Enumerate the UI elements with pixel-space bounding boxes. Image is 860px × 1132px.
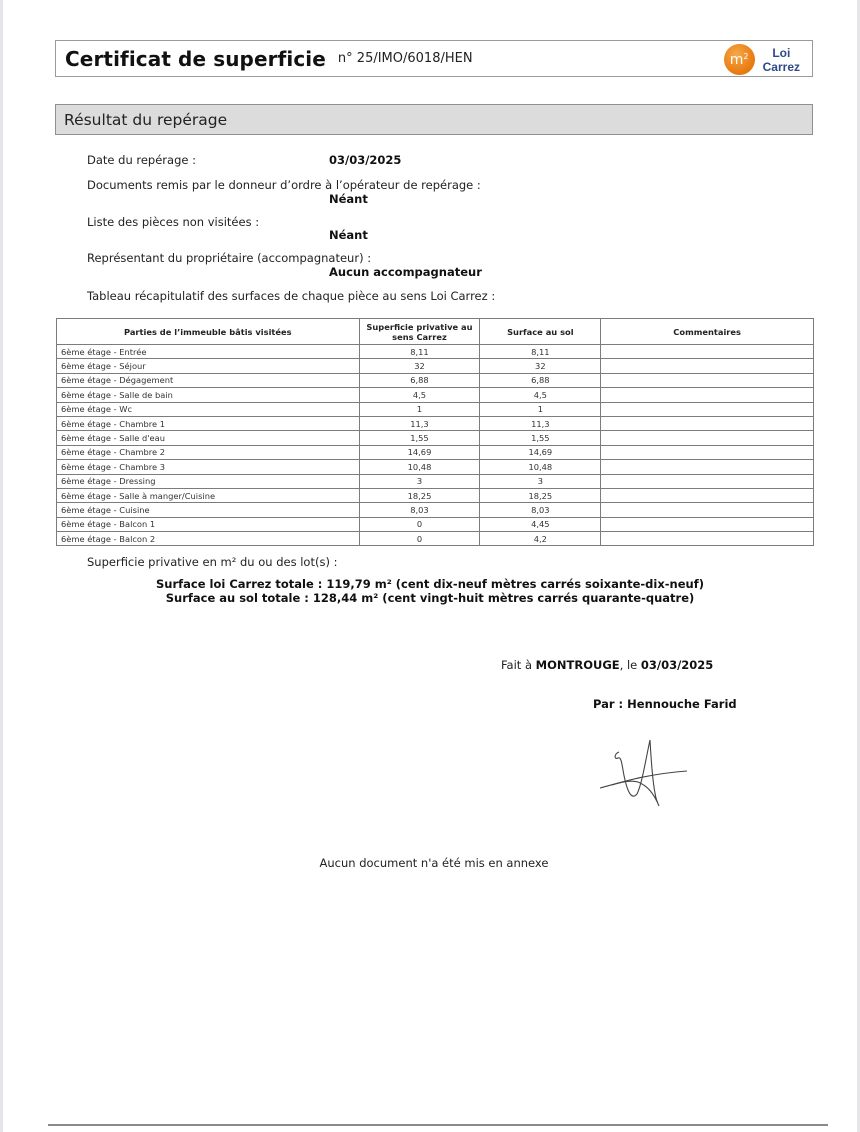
comment-cell — [601, 488, 814, 502]
comment-cell — [601, 402, 814, 416]
table-row — [57, 416, 814, 430]
carrez-cell: 4,5 — [359, 388, 480, 402]
header-sol: Surface au sol — [480, 319, 601, 345]
room-cell: 6ème étage - Balcon 2 — [57, 532, 360, 546]
signoff-place-date — [501, 658, 713, 672]
comment-cell — [601, 503, 814, 517]
room-cell: 6ème étage - Chambre 3 — [57, 460, 360, 474]
carrez-cell: 6,88 — [359, 373, 480, 387]
annex-note: Aucun document n'a été mis en annexe — [319, 856, 549, 870]
carrez-cell: 0 — [359, 517, 480, 531]
badge-line2: Carrez — [762, 59, 800, 74]
table-row — [57, 445, 814, 459]
section-title: Résultat du repérage — [55, 104, 813, 135]
header-carrez: Superficie privative au sens Carrez — [359, 319, 480, 345]
sol-cell: 11,3 — [480, 416, 601, 430]
table-row — [57, 388, 814, 402]
sol-cell: 4,5 — [480, 388, 601, 402]
comment-cell — [601, 431, 814, 445]
comment-cell — [601, 474, 814, 488]
comment-cell — [601, 359, 814, 373]
room-cell: 6ème étage - Salle à manger/Cuisine — [57, 488, 360, 502]
badge-symbol: m — [729, 51, 744, 68]
room-cell: 6ème étage - Balcon 1 — [57, 517, 360, 531]
city: MONTROUGE — [535, 658, 620, 672]
sol-cell: 32 — [480, 359, 601, 373]
documents-value: Néant — [329, 192, 368, 206]
carrez-cell: 3 — [359, 474, 480, 488]
comment-cell — [601, 373, 814, 387]
comment-cell — [601, 532, 814, 546]
room-cell: 6ème étage - Séjour — [57, 359, 360, 373]
carrez-cell: 18,25 — [359, 488, 480, 502]
table-row — [57, 488, 814, 502]
sol-cell: 8,03 — [480, 503, 601, 517]
room-cell: 6ème étage - Chambre 2 — [57, 445, 360, 459]
signoff-author: Par : Hennouche Farid — [593, 697, 737, 711]
summary-label: Superficie privative en m² du ou des lot(s) : — [87, 555, 338, 569]
table-row — [57, 431, 814, 445]
made-at-prefix: Fait à — [501, 658, 536, 672]
badge-label — [763, 46, 800, 74]
certificate-title-box — [55, 40, 813, 77]
header-comments: Commentaires — [601, 319, 814, 345]
sol-total: Surface au sol totale : 128,44 m² (cent vingt-huit mètres carrés quarante-quatre) — [165, 591, 695, 605]
sol-cell: 3 — [480, 474, 601, 488]
sol-cell: 10,48 — [480, 460, 601, 474]
carrez-cell: 1 — [359, 402, 480, 416]
table-header-row — [57, 319, 814, 345]
certificate-number: n° 25/IMO/6018/HEN — [337, 51, 473, 66]
carrez-total: Surface loi Carrez totale : 119,79 m² (cent dix-neuf mètres carrés soixante-dix-neuf) — [156, 577, 704, 591]
comment-cell — [601, 460, 814, 474]
room-cell: 6ème étage - Entrée — [57, 345, 360, 359]
table-row — [57, 402, 814, 416]
sol-cell: 1 — [480, 402, 601, 416]
documents-label: Documents remis par le donneur d’ordre à l’opérateur de repérage : — [87, 178, 481, 192]
surfaces-table — [56, 318, 814, 546]
signature-image — [592, 738, 697, 813]
date-label: Date du repérage : — [87, 153, 196, 167]
sol-cell: 14,69 — [480, 445, 601, 459]
representative-label: Représentant du propriétaire (accompagnateur) : — [87, 251, 372, 265]
table-row — [57, 345, 814, 359]
table-row — [57, 532, 814, 546]
sol-cell: 6,88 — [480, 373, 601, 387]
date-value: 03/03/2025 — [329, 153, 402, 167]
room-cell: 6ème étage - Chambre 1 — [57, 416, 360, 430]
signoff-date: 03/03/2025 — [640, 658, 714, 672]
sol-cell: 8,11 — [480, 345, 601, 359]
unvisited-label: Liste des pièces non visitées : — [87, 215, 260, 229]
badge-superscript: 2 — [743, 52, 749, 61]
date-prefix: , le — [619, 658, 641, 672]
sol-cell: 18,25 — [480, 488, 601, 502]
carrez-cell: 10,48 — [359, 460, 480, 474]
comment-cell — [601, 388, 814, 402]
table-intro: Tableau récapitulatif des surfaces de chaque pièce au sens Loi Carrez : — [87, 289, 496, 303]
carrez-cell: 1,55 — [359, 431, 480, 445]
table-row — [57, 359, 814, 373]
table-row — [57, 503, 814, 517]
sol-cell: 4,2 — [480, 532, 601, 546]
room-cell: 6ème étage - Dégagement — [57, 373, 360, 387]
unvisited-value: Néant — [329, 228, 368, 242]
carrez-cell: 14,69 — [359, 445, 480, 459]
sol-cell: 4,45 — [480, 517, 601, 531]
representative-value: Aucun accompagnateur — [329, 265, 482, 279]
room-cell: 6ème étage - Salle d'eau — [57, 431, 360, 445]
header-room: Parties de l’immeuble bâtis visitées — [57, 319, 360, 345]
table-row — [57, 460, 814, 474]
table-row — [57, 517, 814, 531]
loi-carrez-badge — [724, 44, 800, 75]
badge-line1: Loi — [772, 45, 791, 60]
comment-cell — [601, 345, 814, 359]
footer-divider — [48, 1124, 828, 1126]
carrez-cell: 8,11 — [359, 345, 480, 359]
comment-cell — [601, 416, 814, 430]
carrez-cell: 32 — [359, 359, 480, 373]
table-row — [57, 474, 814, 488]
table-row — [57, 373, 814, 387]
room-cell: 6ème étage - Salle de bain — [57, 388, 360, 402]
room-cell: 6ème étage - Dressing — [57, 474, 360, 488]
carrez-cell: 8,03 — [359, 503, 480, 517]
room-cell: 6ème étage - Cuisine — [57, 503, 360, 517]
carrez-cell: 0 — [359, 532, 480, 546]
page-title: Certificat de superficie — [65, 46, 326, 71]
carrez-cell: 11,3 — [359, 416, 480, 430]
room-cell: 6ème étage - Wc — [57, 402, 360, 416]
comment-cell — [601, 517, 814, 531]
m2-icon — [724, 44, 755, 75]
sol-cell: 1,55 — [480, 431, 601, 445]
comment-cell — [601, 445, 814, 459]
